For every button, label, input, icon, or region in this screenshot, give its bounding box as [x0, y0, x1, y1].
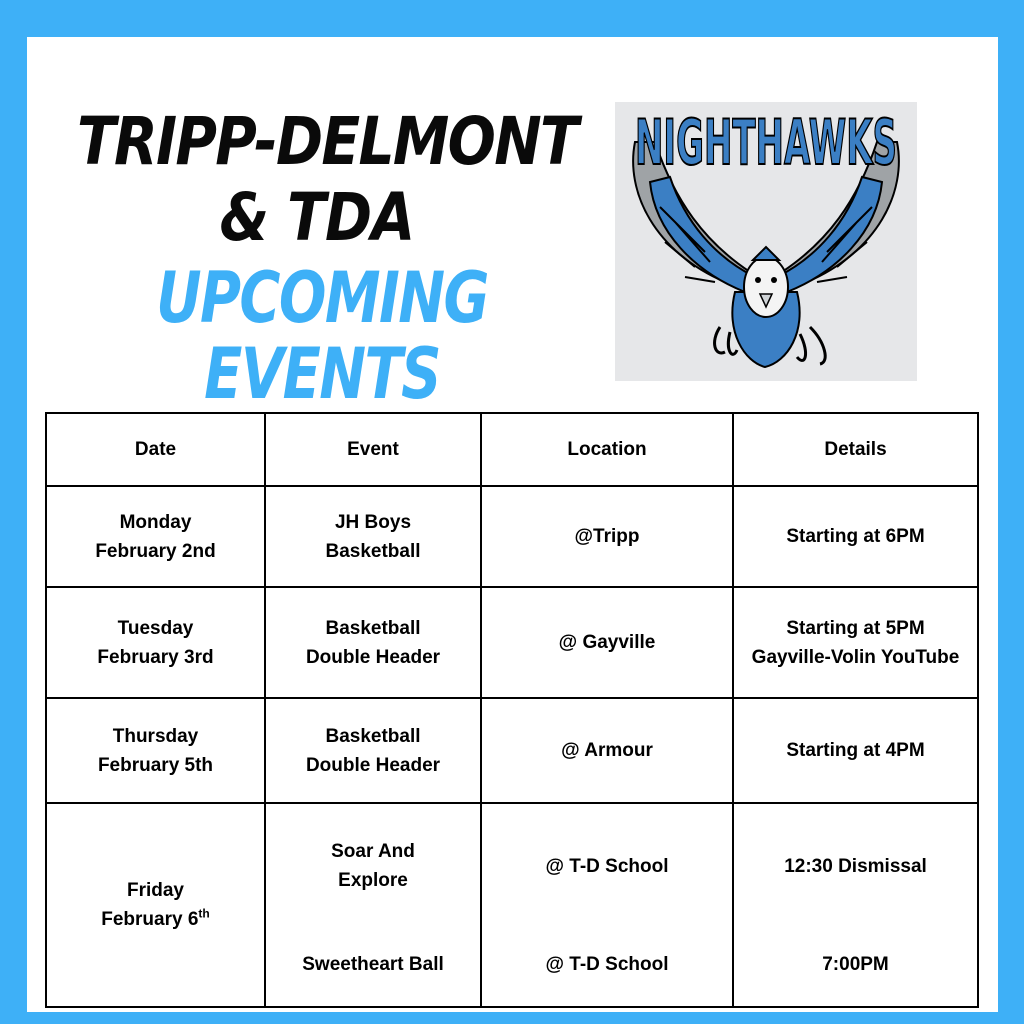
event-line: Double Header — [305, 754, 441, 776]
event-entry: Sweetheart Ball — [302, 953, 444, 975]
header-location: Location — [481, 413, 733, 486]
title-line-4: EVENTS — [204, 333, 440, 415]
title-line-3: UPCOMING — [156, 257, 488, 339]
date-cell — [46, 587, 265, 698]
date-month-text: February 6 — [101, 908, 199, 930]
details-cell — [733, 486, 978, 587]
header-event: Event — [265, 413, 481, 486]
details-stack — [740, 825, 971, 985]
table-header-row — [46, 413, 978, 486]
header-details: Details — [733, 413, 978, 486]
header-date: Date — [46, 413, 265, 486]
details-line: Starting at 6PM — [786, 526, 925, 548]
event-cell — [265, 587, 481, 698]
location-entry: @ T-D School — [545, 953, 669, 975]
location-entry: @ T-D School — [545, 855, 669, 877]
date-day: Tuesday — [117, 617, 194, 639]
details-cell — [733, 803, 978, 1007]
event-cell — [265, 486, 481, 587]
details-line: Starting at 5PM — [786, 617, 925, 639]
event-line: Soar And — [331, 840, 415, 862]
date-day: Friday — [126, 879, 185, 901]
location-cell: @ Armour — [481, 698, 733, 802]
table-row — [46, 698, 978, 802]
date-month: February 3rd — [97, 646, 214, 668]
logo-wordmark: NIGHTHAWKS — [635, 106, 897, 179]
title-line-1: TRIPP-DELMONT — [77, 103, 577, 180]
location-cell — [481, 803, 733, 1007]
event-line: Explore — [338, 869, 408, 891]
date-cell — [46, 698, 265, 802]
date-day: Thursday — [112, 725, 199, 747]
event-line: Double Header — [305, 646, 441, 668]
date-month — [53, 905, 258, 934]
event-stack — [272, 825, 474, 985]
date-suffix: th — [198, 906, 210, 921]
date-day: Monday — [119, 511, 192, 533]
date-month: February 2nd — [95, 540, 216, 562]
details-line: Starting at 4PM — [786, 740, 925, 762]
details-entry: 7:00PM — [822, 953, 889, 975]
date-cell — [46, 803, 265, 1007]
event-cell — [265, 698, 481, 802]
event-line: Basketball — [325, 725, 421, 747]
date-cell — [46, 486, 265, 587]
details-line: Gayville-Volin YouTube — [751, 646, 960, 668]
event-cell — [265, 803, 481, 1007]
table-row — [46, 486, 978, 587]
hawk-body — [732, 247, 799, 367]
details-cell — [733, 587, 978, 698]
details-cell — [733, 698, 978, 802]
flyer — [27, 37, 998, 1012]
event-line: Basketball — [325, 617, 421, 639]
event-entry — [272, 825, 474, 895]
events-table — [45, 412, 979, 1008]
title-line-2: & TDA — [219, 179, 415, 256]
table-row — [46, 803, 978, 1007]
nighthawk-mascot-icon — [615, 102, 917, 381]
nighthawk-logo-svg — [615, 102, 917, 381]
location-stack — [488, 825, 726, 985]
event-line: Basketball — [325, 540, 421, 562]
details-entry: 12:30 Dismissal — [784, 855, 927, 877]
date-month: February 5th — [97, 754, 214, 776]
event-line: JH Boys — [334, 511, 412, 533]
table-row — [46, 587, 978, 698]
location-cell: @Tripp — [481, 486, 733, 587]
location-cell: @ Gayville — [481, 587, 733, 698]
